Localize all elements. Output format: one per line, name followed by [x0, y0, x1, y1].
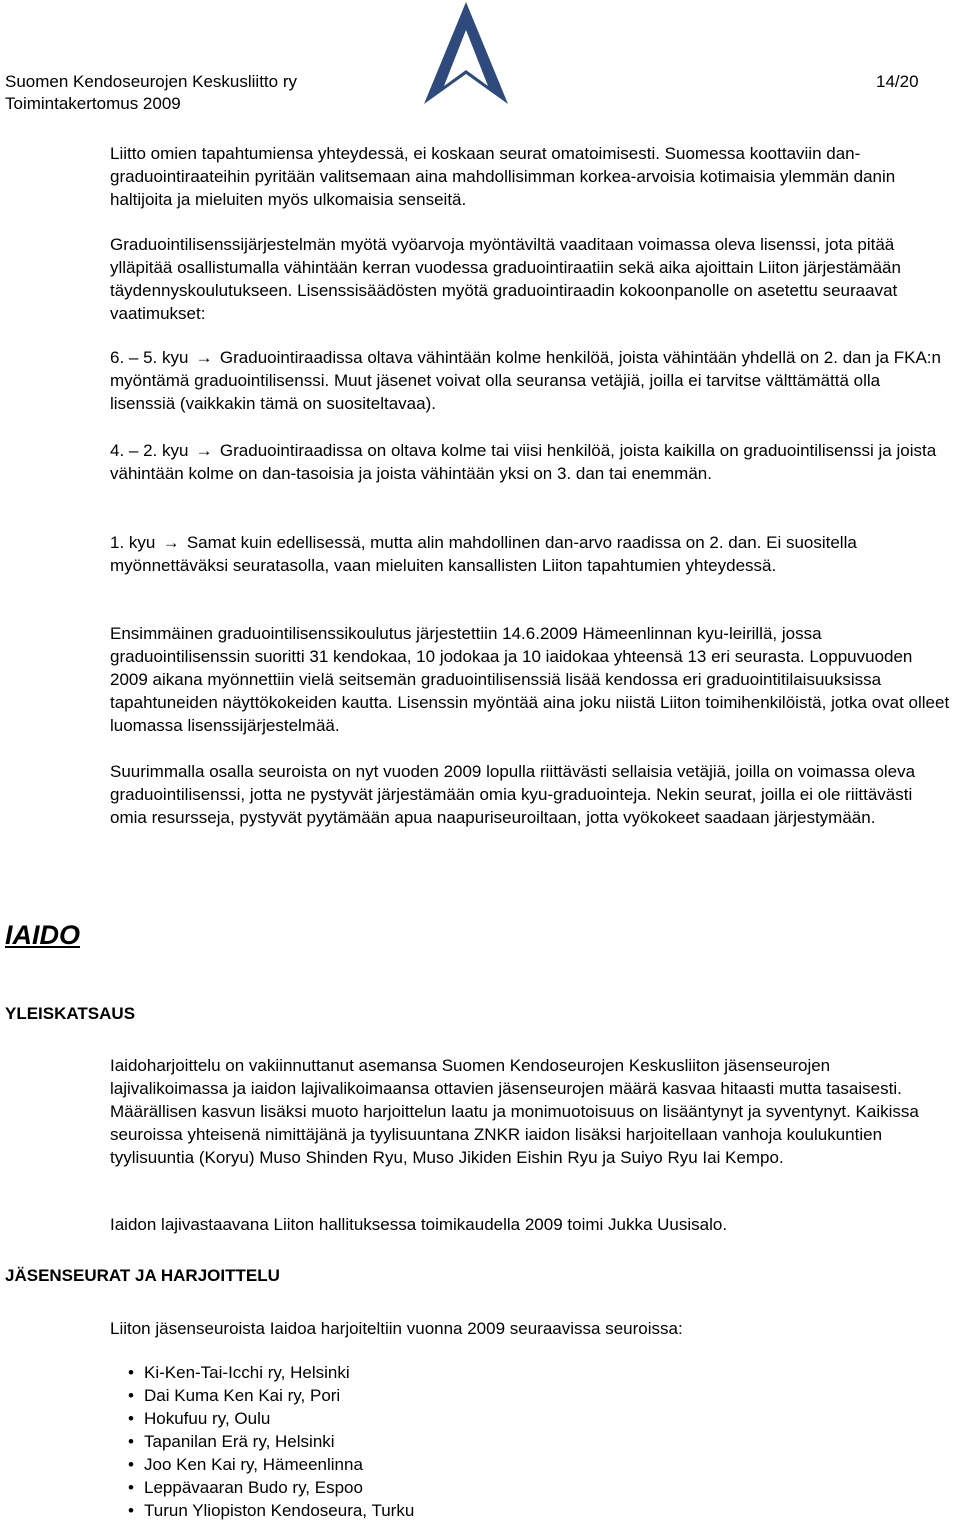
- header-report-title: Toimintakertomus 2009: [5, 94, 181, 113]
- page-number: 14/20: [876, 72, 919, 91]
- list-item: • Joo Ken Kai ry, Hämeenlinna: [128, 1453, 414, 1476]
- paragraph-club-status: Suurimmalla osalla seuroista on nyt vuoden 2009 lopulla riittävästi sellaisia vetäjiä, joilla on voimassa oleva graduointilisenssi, jotta ne pystyvät järjestämään omia kyu-graduointeja. Nekin seurat, joilla ei ole riittävästi omia resursseja, pystyvät pyytämään apua naapuriseuroiltaan, jotta vyökokeet saadaan järjestymään.: [110, 762, 916, 827]
- list-item: • Turun Yliopiston Kendoseura, Turku: [128, 1499, 414, 1522]
- requirement-text: Samat kuin edellisessä, mutta alin mahdollinen dan-arvo raadissa on 2. dan. Ei suositella myönnettäväksi seuratasolla, vaan mieluiten kansallisten Liiton tapahtumien yhteydessä.: [110, 533, 857, 575]
- club-list: [128, 1361, 414, 1522]
- section-title-iaido: IAIDO: [5, 920, 81, 950]
- requirement-4-2-kyu: [110, 439, 950, 485]
- paragraph-iaido-responsible: Iaidon lajivastaavana Liiton hallituksessa toimikaudella 2009 toimi Jukka Uusisalo.: [110, 1215, 728, 1234]
- paragraph-clubs-intro: Liiton jäsenseuroista Iaidoa harjoiteltiin vuonna 2009 seuraavissa seuroissa:: [110, 1319, 683, 1338]
- requirement-text: Graduointiraadissa oltava vähintään kolme henkilöä, joista vähintään yhdellä on 2. dan ja FKA:n myöntämä graduointilisenssi. Muut jäsenet voivat olla seuransa vetäjiä, joilla ei tarvitse välttämättä olla lisenssiä (vaikkakin tämä on suositeltavaa).: [110, 348, 941, 413]
- paragraph-license-system: Graduointilisenssijärjestelmän myötä vyöarvoja myöntäviltä vaaditaan voimassa oleva lisenssi, jota pitää ylläpitää osallistumalla vähintään kerran vuodessa graduointiraatiin sekä aika ajoittain Liiton järjestämään täydennyskoulutukseen. Lisenssisäädösten myötä graduointiraadin kokoonpanolle on asetettu seuraavat vaatimukset:: [110, 235, 901, 323]
- requirement-prefix: 1. kyu: [110, 533, 156, 552]
- heading-member-clubs: JÄSENSEURAT JA HARJOITTELU: [5, 1266, 280, 1285]
- list-item: • Dai Kuma Ken Kai ry, Pori: [128, 1384, 414, 1407]
- requirement-prefix: 6. – 5. kyu: [110, 348, 189, 367]
- list-item: • Hokufuu ry, Oulu: [128, 1407, 414, 1430]
- list-item: • Tapanilan Erä ry, Helsinki: [128, 1430, 414, 1453]
- arrow-right-icon: →: [195, 441, 213, 460]
- arrow-right-icon: →: [162, 533, 180, 552]
- requirement-1-kyu: [110, 531, 950, 577]
- list-item: • Ki-Ken-Tai-Icchi ry, Helsinki: [128, 1361, 414, 1384]
- list-item: • Leppävaaran Budo ry, Espoo: [128, 1476, 414, 1499]
- paragraph-iaido-overview: Iaidoharjoittelu on vakiinnuttanut asemansa Suomen Kendoseurojen Keskusliiton jäsenseurojen lajivalikoimassa ja iaidon lajivalikoimaansa ottavien jäsenseurojen määrä kasvaa hitaasti mutta tasaisesti. Määrällisen kasvun lisäksi muoto harjoittelun laatu ja monimuotoisuus on lisääntynyt ja syventynyt. Kaikissa seuroissa yhteisenä nimittäjänä ja tyylisuuntana ZNKR iaidon lisäksi harjoitellaan vanhoja koulukuntien tyylisuuntia (Koryu) Muso Shinden Ryu, Muso Jikiden Eishin Ryu ja Suiyo Ryu Iai Kempo.: [110, 1056, 919, 1167]
- header-organization: Suomen Kendoseurojen Keskusliitto ry: [5, 72, 297, 91]
- requirement-6-5-kyu: [110, 346, 950, 415]
- requirement-prefix: 4. – 2. kyu: [110, 441, 189, 460]
- requirement-text: Graduointiraadissa on oltava kolme tai viisi henkilöä, joista kaikilla on graduointilisenssi ja joista vähintään kolme on dan-tasoisia ja joista vähintään yksi on 3. dan tai enemmän.: [110, 441, 937, 483]
- paragraph-graduation-panels: Liitto omien tapahtumiensa yhteydessä, ei koskaan seurat omatoimisesti. Suomessa koottaviin dan-graduointiraateihin pyritään valitsemaan aina mahdollisimman korkea-arvoisia kotimaisia ylemmän danin haltijoita ja mieluiten myös ulkomaisia senseitä.: [110, 144, 896, 209]
- federation-logo-icon: [420, 0, 512, 108]
- heading-overview: YLEISKATSAUS: [5, 1004, 136, 1023]
- paragraph-first-license-training: Ensimmäinen graduointilisenssikoulutus järjestettiin 14.6.2009 Hämeenlinnan kyu-leirillä, jossa graduointilisenssin suoritti 31 kendokaa, 10 jodokaa ja 10 iaidokaa yhteensä 13 eri seurasta. Loppuvuoden 2009 aikana myönnettiin vielä seitsemän graduointilisenssiä lisää kendossa eri graduointitilaisuuksissa tapahtuneiden näyttökokeiden kautta. Lisenssin myöntää aina joku niistä Liiton toimihenkilöistä, jotka ovat olleet luomassa lisenssijärjestelmää.: [110, 624, 950, 735]
- arrow-right-icon: →: [195, 348, 213, 367]
